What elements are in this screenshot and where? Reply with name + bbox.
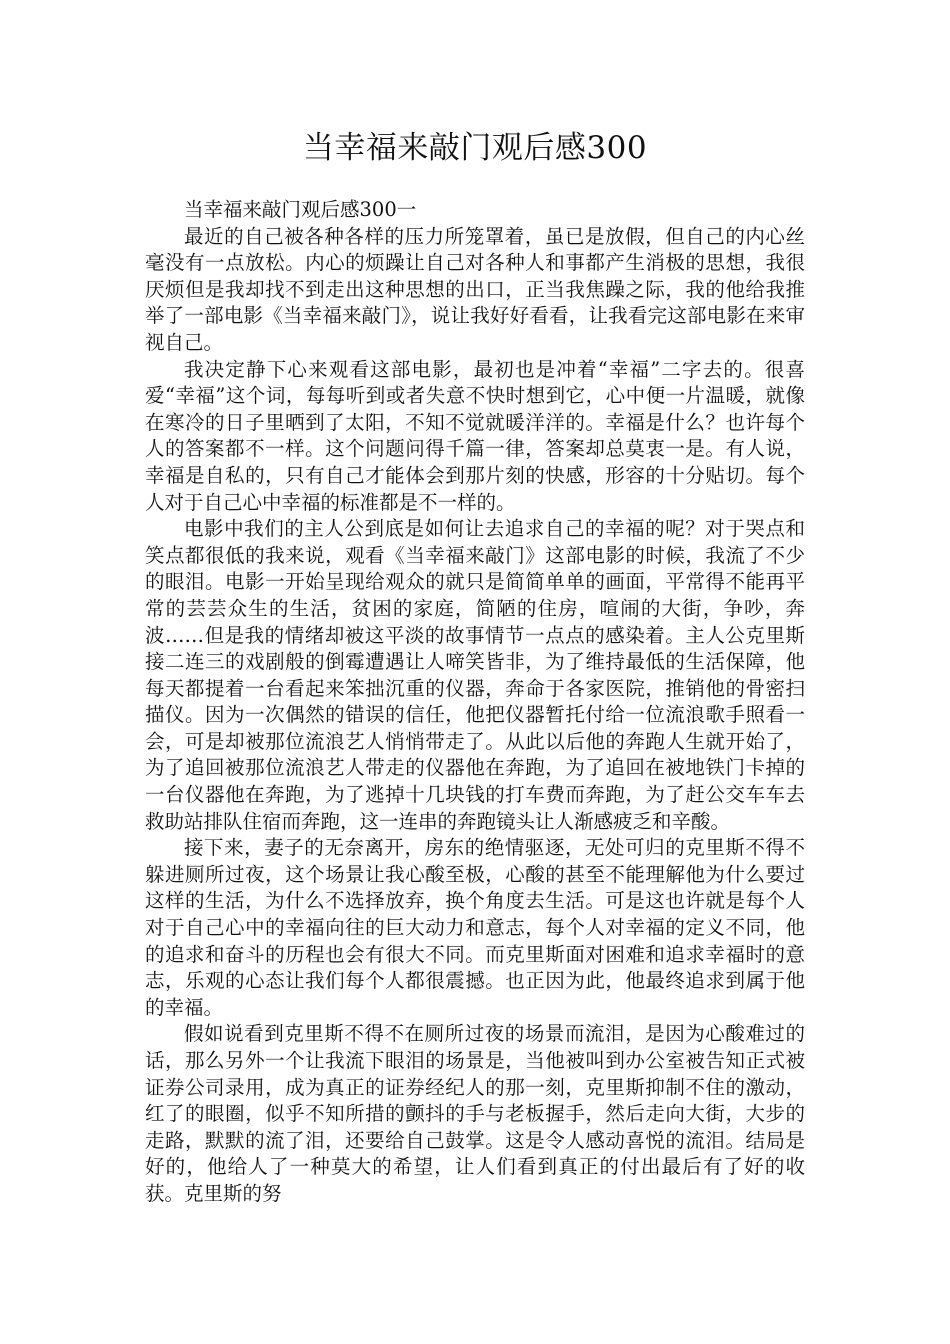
paragraph-5: 假如说看到克里斯不得不在厕所过夜的场景而流泪，是因为心酸难过的话，那么另外一个让我流下眼泪的场景是，当他被叫到办公室被告知正式被证券公司录用，成为真正的证券经纪人的那一刻，克里斯抑制不住的激动，红了的眼圈，似乎不知所措的颤抖的手与老板握手，然后走向大街，大步的走路，默默的流了泪，还要给自己鼓掌。这是令人感动喜悦的流泪。结局是好的，他给人了一种莫大的希望，让人们看到真正的付出最后有了好的收获。克里斯的努 — [145, 1022, 805, 1205]
document-body — [145, 197, 805, 1208]
paragraph-4: 接下来，妻子的无奈离开，房东的绝情驱逐，无处可归的克里斯不得不躲进厕所过夜，这个场景让我心酸至极，心酸的甚至不能理解他为什么要过这样的生活，为什么不选择放弃，换个角度去生活。可是这也许就是每个人对于自己心中的幸福向往的巨大动力和意志，每个人对幸福的定义不同，他的追求和奋斗的历程也会有很大不同。而克里斯面对困难和追求幸福时的意志，乐观的心态让我们每个人都很震撼。也正因为此，他最终追求到属于他的幸福。 — [145, 836, 805, 1019]
paragraph-1: 最近的自己被各种各样的压力所笼罩着，虽已是放假，但自己的内心丝毫没有一点放松。内心的烦躁让自己对各种人和事都产生消极的思想，我很厌烦但是我却找不到走出这种思想的出口，正当我焦躁之际，我的他给我推举了一部电影《当幸福来敲门》，说让我好好看看，让我看完这部电影在来审视自己。 — [145, 224, 805, 354]
document-title: 当幸福来敲门观后感300 — [302, 130, 648, 166]
document-subtitle: 当幸福来敲门观后感300一 — [184, 198, 417, 221]
paragraph-2: 我决定静下心来观看这部电影，最初也是冲着“幸福”二字去的。很喜爱“幸福”这个词，每每听到或者失意不快时想到它，心中便一片温暖，就像在寒冷的日子里晒到了太阳，不知不觉就暖洋洋的。幸福是什么？也许每个人的答案都不一样。这个问题问得千篇一律，答案却总莫衷一是。有人说，幸福是自私的，只有自己才能体会到那片刻的快感，形容的十分贴切。每个人对于自己心中幸福的标准都是不一样的。 — [145, 357, 805, 514]
paragraph-3: 电影中我们的主人公到底是如何让去追求自己的幸福的呢？对于哭点和笑点都很低的我来说，观看《当幸福来敲门》这部电影的时候，我流了不少的眼泪。电影一开始呈现给观众的就只是简简单单的画面，平常得不能再平常的芸芸众生的生活，贫困的家庭，简陋的住房，喧闹的大街，争吵，奔波……但是我的情绪却被这平淡的故事情节一点点的感染着。主人公克里斯接二连三的戏剧般的倒霉遭遇让人啼笑皆非，为了维持最低的生活保障，他每天都提着一台看起来笨拙沉重的仪器，奔命于各家医院，推销他的骨密扫描仪。因为一次偶然的错误的信任，他把仪器暂托付给一位流浪歌手照看一会，可是却被那位流浪艺人悄悄带走了。从此以后他的奔跑人生就开始了，为了追回被那位流浪艺人带走的仪器他在奔跑，为了追回在被地铁门卡掉的一台仪器他在奔跑，为了逃掉十几块钱的打车费而奔跑，为了赶公交车车去救助站排队住宿而奔跑，这一连串的奔跑镜头让人渐感疲乏和辛酸。 — [145, 517, 805, 833]
